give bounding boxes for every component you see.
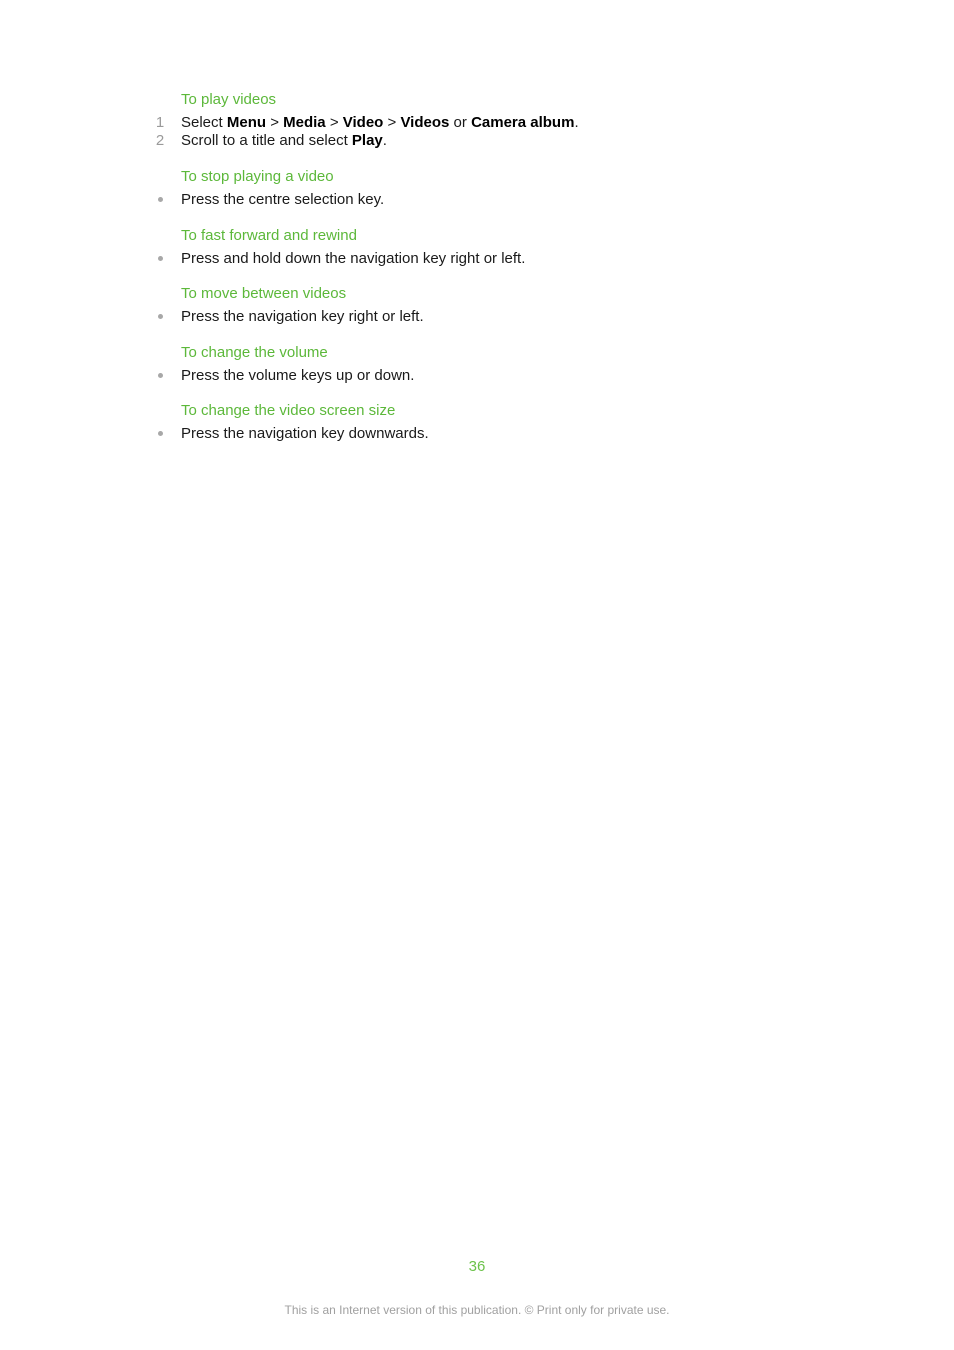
play-label: Play [351, 132, 383, 149]
heading-move-between: To move between videos [181, 285, 347, 302]
step-row-2 [0, 132, 954, 150]
heading-play-videos: To play videos [181, 91, 277, 108]
bullet-icon [158, 197, 163, 202]
bullet-icon [158, 373, 163, 378]
heading-screen-size: To change the video screen size [181, 402, 396, 419]
bullet-row [0, 308, 954, 326]
bullet-text: Press the navigation key downwards. [181, 425, 429, 442]
camera-album-label: Camera album [471, 114, 575, 131]
heading-stop-video: To stop playing a video [181, 168, 334, 185]
videos-label: Videos [400, 114, 450, 131]
page-number: 36 [468, 1258, 486, 1275]
step-row-1 [0, 114, 954, 132]
footer-notice: This is an Internet version of this publication. © Print only for private use. [284, 1303, 670, 1317]
video-label: Video [342, 114, 384, 131]
bullet-icon [158, 314, 163, 319]
bullet-text: Press the navigation key right or left. [181, 308, 424, 325]
bullet-row [0, 250, 954, 268]
bullet-text: Press and hold down the navigation key right or left. [181, 250, 526, 267]
heading-fast-forward: To fast forward and rewind [181, 227, 357, 244]
bullet-row [0, 425, 954, 443]
bullet-row [0, 191, 954, 209]
bullet-row [0, 367, 954, 385]
step-text: Select Menu > Media > Video > Videos or Camera album. [181, 114, 579, 131]
media-label: Media [283, 114, 326, 131]
menu-label: Menu [226, 114, 267, 131]
step-text: Scroll to a title and select Play. [181, 132, 387, 149]
heading-change-volume: To change the volume [181, 344, 328, 361]
step-number: 1 [155, 114, 165, 131]
bullet-icon [158, 256, 163, 261]
step-number: 2 [155, 132, 165, 149]
bullet-text: Press the centre selection key. [181, 191, 385, 208]
bullet-text: Press the volume keys up or down. [181, 367, 415, 384]
bullet-icon [158, 431, 163, 436]
